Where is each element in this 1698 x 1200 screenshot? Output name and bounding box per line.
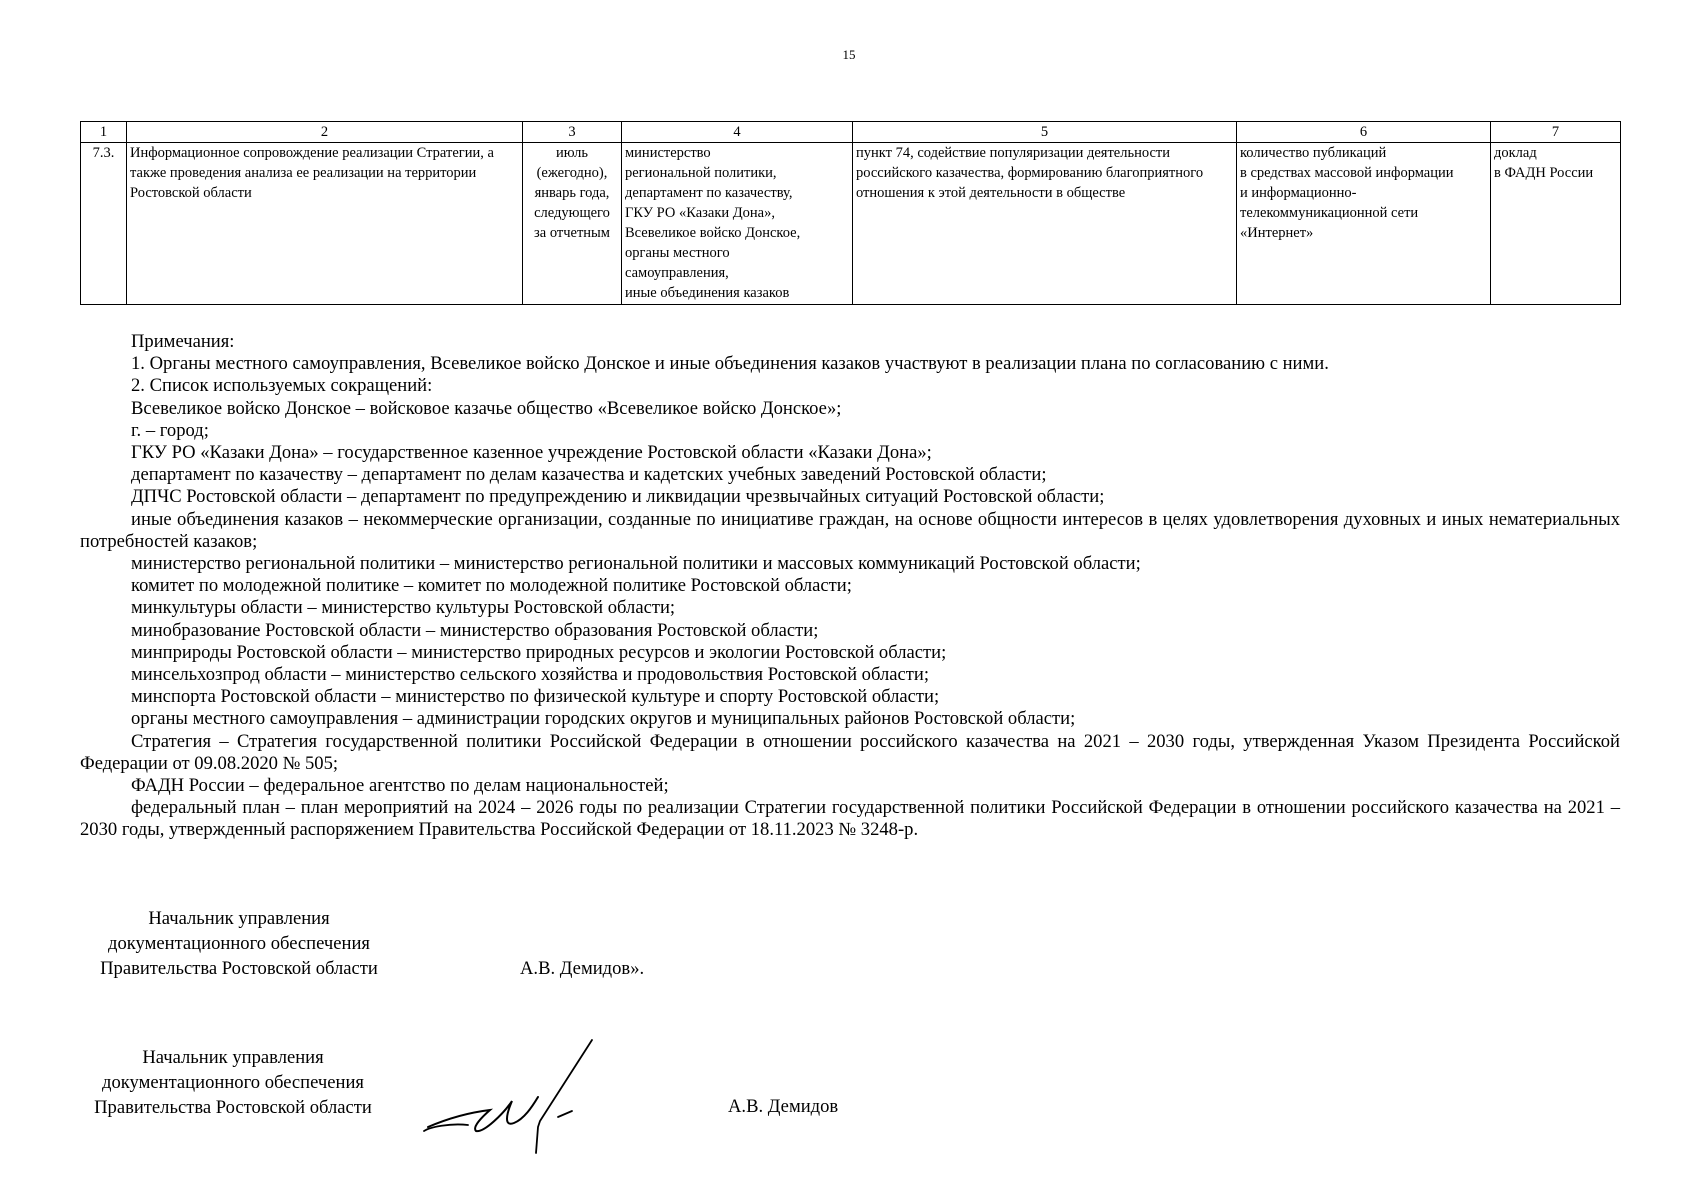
abbreviation-item: минприроды Ростовской области – министерство природных ресурсов и экологии Ростовской области;: [131, 641, 947, 663]
indicator-cell: количество публикаций в средствах массовой информации и информационно- телекоммуникационной сети «Интернет»: [1237, 143, 1491, 305]
deadline-cell: июль (ежегодно), январь года, следующего за отчетным: [523, 143, 622, 305]
executors-cell: министерство региональной политики, департамент по казачеству, ГКУ РО «Казаки Дона», Всевеликое войско Донское, органы местного самоуправления, иные объединения казаков: [622, 143, 853, 305]
abbreviation-item: г. – город;: [131, 419, 209, 441]
abbreviation-item: министерство региональной политики – министерство региональной политики и массовых коммуникаций Ростовской области;: [131, 553, 1141, 575]
signatory-name-first: А.В. Демидов».: [520, 958, 645, 979]
header-cell: 2: [127, 122, 523, 143]
signatory-position-second: Начальник управления документационного обеспечения Правительства Ростовской области: [94, 1047, 372, 1118]
abbreviation-item: минспорта Ростовской области – министерство по физической культуре и спорту Ростовской области;: [131, 686, 940, 708]
header-cell: 7: [1491, 122, 1621, 143]
abbreviation-item: минобразование Ростовской области – министерство образования Ростовской области;: [131, 619, 819, 641]
abbreviation-item: органы местного самоуправления – администрации городских округов и муниципальных районов Ростовской области;: [131, 708, 1076, 730]
handwritten-signature: [420, 1035, 640, 1155]
abbreviation-item: ДПЧС Ростовской области – департамент по предупреждению и ликвидации чрезвычайных ситуаций Ростовской области;: [131, 486, 1105, 508]
header-cell: 4: [622, 122, 853, 143]
abbreviation-item: комитет по молодежной политике – комитет по молодежной политике Ростовской области;: [131, 575, 852, 597]
abbreviation-item: департамент по казачеству – департамент по делам казачества и кадетских учебных заведений Ростовской области;: [131, 464, 1047, 486]
abbreviation-item: Стратегия – Стратегия государственной политики Российской Федерации в отношении российского казачества на 2021 – 2030 годы, утвержденная Указом Президента Российской Федерации от 09.08.2020 № 505;: [80, 730, 1620, 774]
abbreviation-item: минсельхозпрод области – министерство сельского хозяйства и продовольствия Ростовской области;: [131, 664, 929, 686]
header-cell: 5: [853, 122, 1237, 143]
report-cell: доклад в ФАДН России: [1491, 143, 1621, 305]
federal-plan-item-cell: пункт 74, содействие популяризации деятельности российского казачества, формированию благоприятного отношения к этой деятельности в обществе: [853, 143, 1237, 305]
notes-section: [80, 331, 1620, 842]
signatory-position-first: Начальник управления документационного обеспечения Правительства Ростовской области: [100, 908, 378, 979]
note-item: 2. Список используемых сокращений:: [131, 375, 433, 397]
table-header-row: [81, 122, 1621, 143]
note-item: 1. Органы местного самоуправления, Всевеликое войско Донское и иные объединения казаков участвуют в реализации плана по согласованию с ними.: [131, 353, 1329, 375]
row-number: 7.3.: [81, 143, 127, 305]
abbreviation-item: минкультуры области – министерство культуры Ростовской области;: [131, 597, 676, 619]
page-number: 15: [842, 47, 856, 62]
table-row: [81, 143, 1621, 305]
notes-heading: Примечания:: [131, 331, 235, 352]
abbreviation-item: иные объединения казаков – некоммерческие организации, созданные по инициативе граждан, на основе общности интересов в целях удовлетворения духовных и иных нематериальных потребностей казаков;: [80, 508, 1620, 552]
abbreviation-item: ГКУ РО «Казаки Дона» – государственное казенное учреждение Ростовской области «Казаки Дона»;: [131, 442, 932, 464]
abbreviation-item: Всевеликое войско Донское – войсковое казачье общество «Всевеликое войско Донское»;: [131, 397, 842, 419]
header-cell: 3: [523, 122, 622, 143]
abbreviation-item: федеральный план – план мероприятий на 2024 – 2026 годы по реализации Стратегии государственной политики Российской Федерации в отношении российского казачества на 2021 – 2030 годы, утвержденный распоряжением Правительства Российской Федерации от 18.11.2023 № 3248-р.: [80, 797, 1620, 841]
header-cell: 1: [81, 122, 127, 143]
plan-table: [80, 121, 1621, 305]
event-cell: Информационное сопровождение реализации Стратегии, а также проведения анализа ее реализации на территории Ростовской области: [127, 143, 523, 305]
signatory-name-second: А.В. Демидов: [728, 1096, 839, 1117]
header-cell: 6: [1237, 122, 1491, 143]
abbreviation-item: ФАДН России – федеральное агентство по делам национальностей;: [131, 775, 669, 797]
